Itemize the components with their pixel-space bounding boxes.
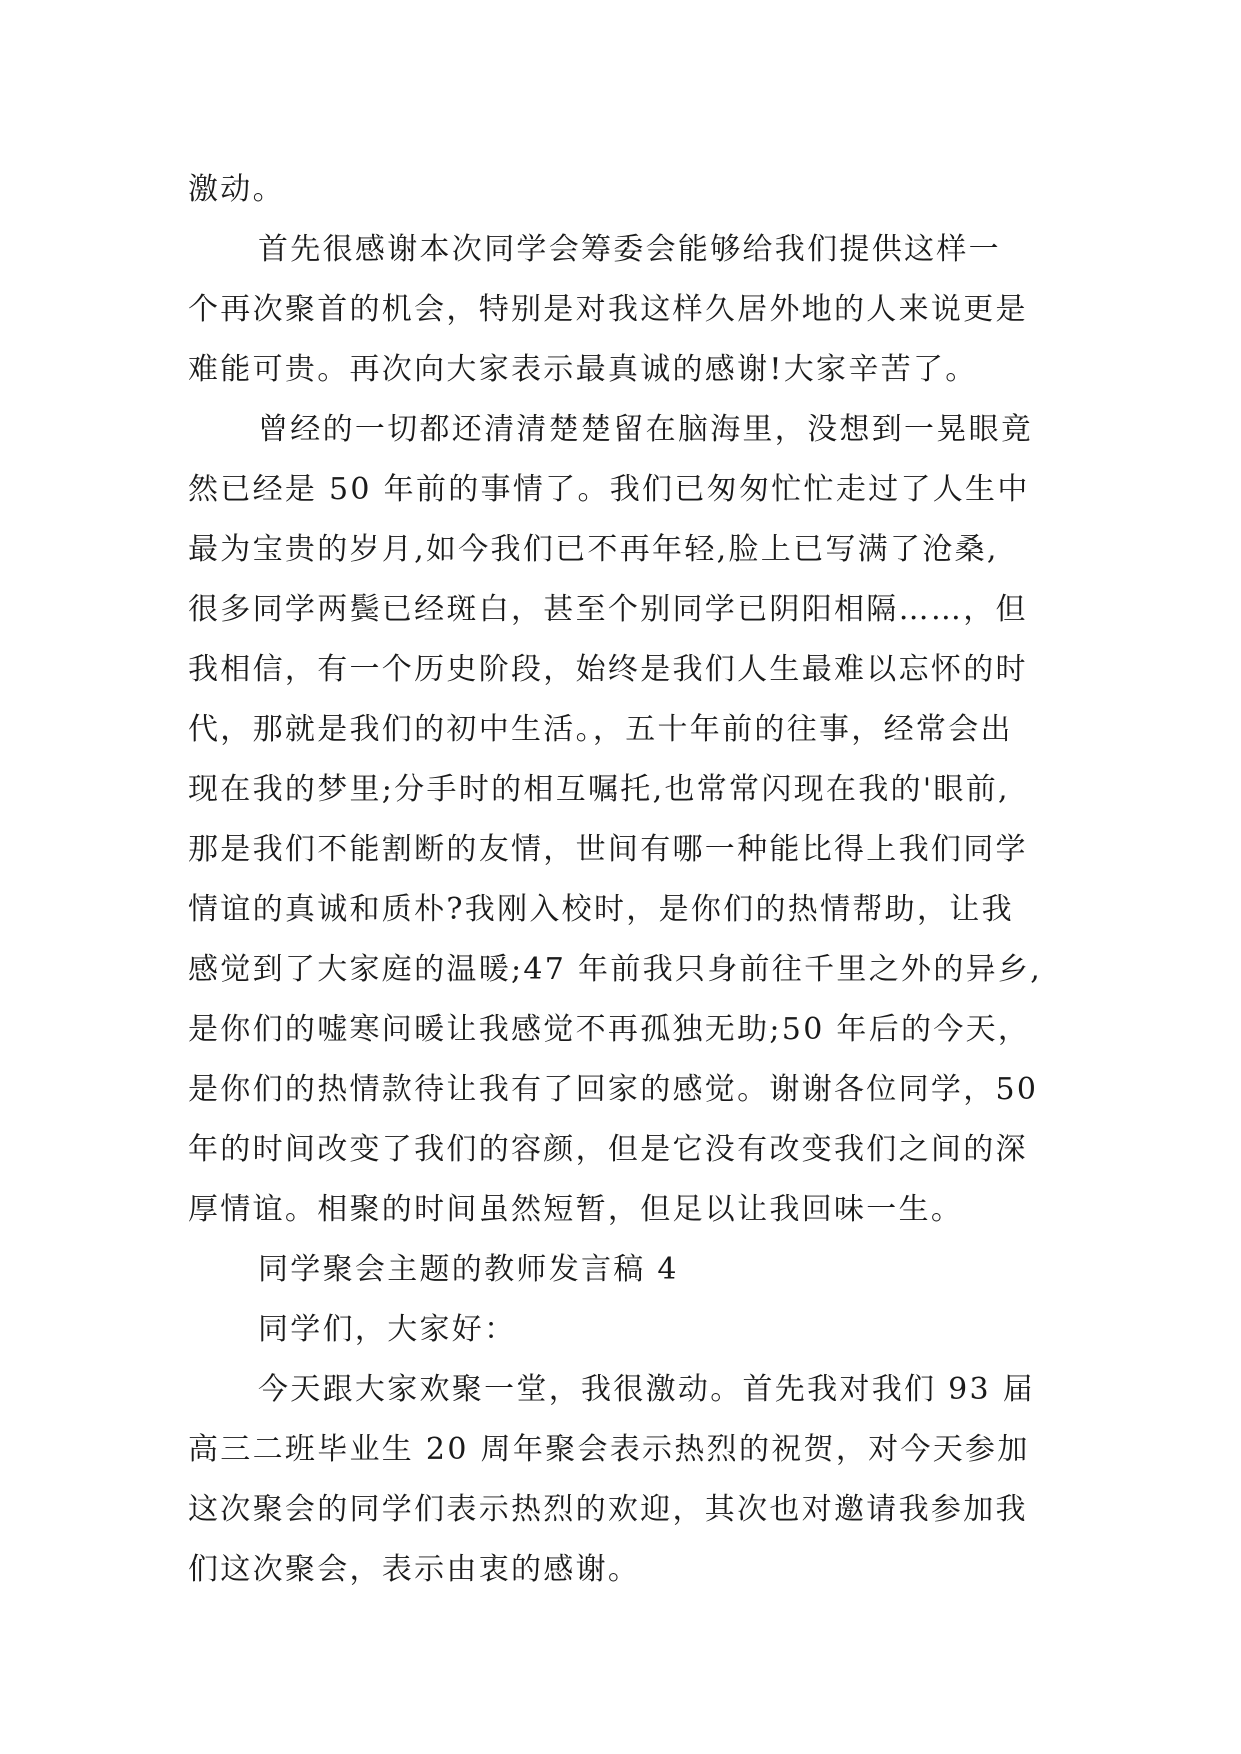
text-line: 曾经的一切都还清清楚楚留在脑海里，没想到一晃眼竟 [258, 412, 1034, 447]
document-body [188, 160, 1048, 1600]
text-line: 激动。 [188, 172, 285, 207]
text-line: 最为宝贵的岁月,如今我们已不再年轻,脸上已写满了沧桑, [188, 532, 999, 567]
text-line: 我相信，有一个历史阶段，始终是我们人生最难以忘怀的时 [188, 652, 1028, 687]
section-heading: 同学聚会主题的教师发言稿 4 [258, 1252, 679, 1287]
text-line: 今天跟大家欢聚一堂，我很激动。首先我对我们 93 届 [258, 1372, 1036, 1407]
text-line: 首先很感谢本次同学会筹委会能够给我们提供这样一 [258, 232, 1001, 267]
text-line: 年的时间改变了我们的容颜，但是它没有改变我们之间的深 [188, 1132, 1028, 1167]
text-line: 感觉到了大家庭的温暖;47 年前我只身前往千里之外的异乡, [188, 952, 1043, 987]
text-line: 很多同学两鬓已经斑白，甚至个别同学已阴阳相隔……，但 [188, 592, 1028, 627]
text-line: 现在我的梦里;分手时的相互嘱托,也常常闪现在我的'眼前, [188, 772, 1010, 807]
text-line: 难能可贵。再次向大家表示最真诚的感谢!大家辛苦了。 [188, 352, 978, 387]
text-line: 是你们的嘘寒问暖让我感觉不再孤独无助;50 年后的今天， [188, 1012, 1031, 1047]
text-line: 然已经是 50 年前的事情了。我们已匆匆忙忙走过了人生中 [188, 472, 1030, 507]
text-line: 高三二班毕业生 20 周年聚会表示热烈的祝贺，对今天参加 [188, 1432, 1030, 1467]
text-line: 个再次聚首的机会，特别是对我这样久居外地的人来说更是 [188, 292, 1028, 327]
text-line: 厚情谊。相聚的时间虽然短暂，但足以让我回味一生。 [188, 1192, 964, 1227]
text-line: 是你们的热情款待让我有了回家的感觉。谢谢各位同学，50 [188, 1072, 1039, 1107]
text-line: 这次聚会的同学们表示热烈的欢迎，其次也对邀请我参加我 [188, 1492, 1028, 1527]
text-line: 情谊的真诚和质朴?我刚入校时，是你们的热情帮助，让我 [188, 892, 1014, 927]
text-line: 们这次聚会，表示由衷的感谢。 [188, 1552, 641, 1587]
text-line: 那是我们不能割断的友情，世间有哪一种能比得上我们同学 [188, 832, 1028, 867]
salutation: 同学们，大家好： [258, 1312, 517, 1347]
text-line: 代，那就是我们的初中生活。，五十年前的往事，经常会出 [188, 712, 1013, 747]
